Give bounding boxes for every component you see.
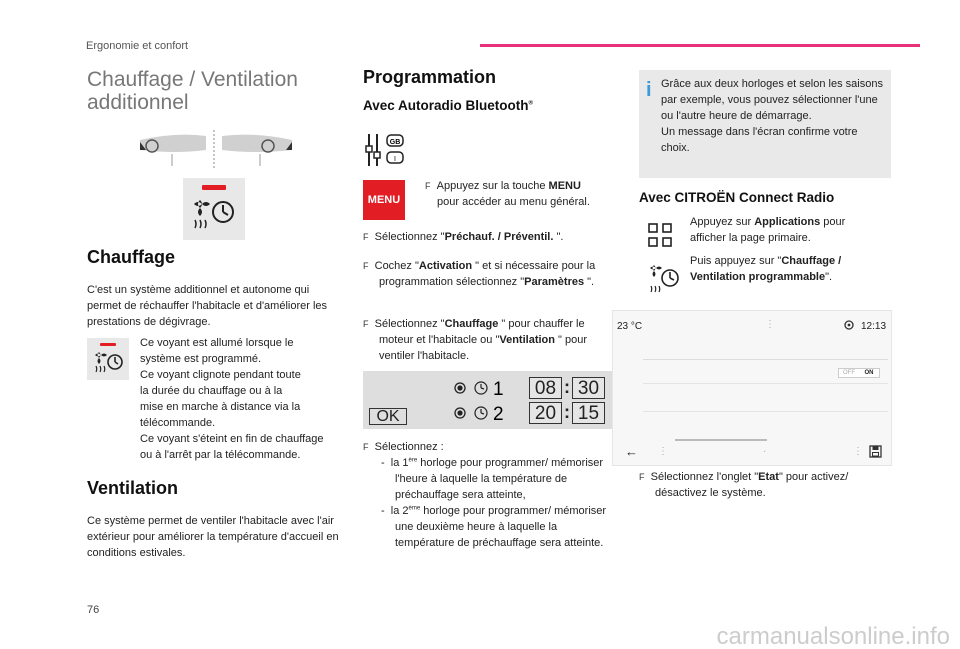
ventilation-heading: Ventilation: [87, 478, 179, 498]
info-note: [639, 70, 891, 178]
hour-2-field[interactable]: 20: [529, 402, 562, 424]
ventilation-description: Ce système permet de ventiler l'habitacle avec l'air extérieur pour améliorer la température d'accueil en conditions estivales.: [87, 515, 339, 559]
menu-button[interactable]: MENU: [363, 180, 405, 220]
step-select-prechauf: F Sélectionnez "Préchauf. / Préventil. ".: [363, 231, 564, 243]
indicator-panel: [183, 178, 245, 240]
page-number: 76: [87, 604, 100, 616]
screen-clock: 12:13: [861, 321, 887, 332]
step-chauffage-ventilation: F Sélectionnez "Chauffage " pour chauffer le moteur et l'habitacle ou "Ventilation " pour ventiler l'habitacle.: [363, 318, 588, 362]
chauffage-heading: Chauffage: [87, 247, 176, 267]
page-title: Chauffage / Ventilation additionnel: [87, 68, 298, 114]
save-icon[interactable]: [869, 445, 882, 458]
minute-1-field[interactable]: 30: [572, 377, 605, 399]
clock-display-panel: [363, 371, 615, 429]
step-select-clock: F Sélectionnez : - la 1ère horloge pour programmer/ mémoriser l'heure à laquelle la température de préchauffage sera atteinte, - la 2ème horloge pour programmer/ mémoriser une deuxième heure à laquelle la température de préchauffage sera atteinte.: [363, 441, 607, 549]
bluetooth-subheading: Avec Autoradio Bluetooth®: [363, 98, 533, 113]
rearview-mirror-illustration: [136, 128, 296, 170]
step-activation: F Cochez "Activation " et si nécessaire pour la programmation sélectionnez "Paramètres ".: [363, 260, 596, 288]
i-label: I: [394, 156, 396, 163]
connect-radio-heading: Avec CITROËN Connect Radio: [639, 190, 835, 205]
toggle-on: ON: [864, 370, 874, 376]
clock-1-number: 1: [493, 379, 504, 398]
clock-2-selector[interactable]: [451, 403, 511, 423]
screen-divider-4: ⋮: [853, 446, 863, 457]
radio-settings-icon: [364, 132, 406, 168]
back-arrow-icon[interactable]: ←: [625, 444, 638, 459]
programmation-heading: Programmation: [363, 67, 497, 87]
info-icon: i: [646, 79, 652, 101]
touchscreen-mockup: [612, 310, 892, 466]
watermark-url: carmanualsonline.info: [716, 623, 950, 649]
gb-label: GB: [389, 139, 401, 146]
toggle-off: OFF: [843, 370, 855, 376]
chauffage-description: C'est un système additionnel et autonome qui permet de réchauffer l'habitacle et d'améliorer les prestations de dégivrage.: [87, 284, 328, 328]
header-accent-bar: [480, 44, 920, 47]
heating-indicator-icon: [183, 178, 245, 240]
on-off-toggle[interactable]: [838, 368, 880, 378]
step-menu: F Appuyez sur la touche MENU pour accéder au menu général.: [425, 180, 590, 208]
active-tab-indicator: [675, 439, 767, 441]
applications-grid-icon[interactable]: [647, 222, 673, 248]
hour-1-field[interactable]: 08: [529, 377, 562, 399]
screen-line-2: [643, 383, 888, 384]
colon-1: :: [564, 377, 570, 397]
ok-button[interactable]: OK: [369, 408, 407, 425]
info-text: Grâce aux deux horloges et selon les saisons par exemple, vous pouvez sélectionner l'une ou l'autre heure de démarrage. Un message dans l'écran confirme votre choix.: [661, 78, 883, 154]
clock-2-number: 2: [493, 404, 504, 423]
colon-2: :: [564, 402, 570, 422]
settings-gear-icon[interactable]: [843, 319, 855, 331]
step-chauffage-programmable: Puis appuyez sur "Chauffage / Ventilation programmable".: [690, 255, 842, 283]
screen-divider-3: ·: [763, 446, 767, 457]
heating-ventilation-icon[interactable]: [643, 260, 683, 296]
clock-1-selector[interactable]: [451, 378, 511, 398]
indicator-small-panel: [87, 338, 129, 380]
heating-indicator-icon-small: [87, 338, 129, 380]
screen-line-3: [643, 411, 888, 412]
step-select-etat: F Sélectionnez l'onglet "Etat" pour activez/ désactivez le système.: [639, 471, 849, 499]
screen-divider-2: ⋮: [658, 446, 668, 457]
screen-divider-1: ⋮: [765, 319, 775, 330]
step-applications: Appuyez sur Applications pour afficher la page primaire.: [690, 216, 846, 244]
screen-line-1: [643, 359, 888, 360]
section-title: Ergonomie et confort: [86, 40, 189, 52]
indicator-description: Ce voyant est allumé lorsque le système est programmé. Ce voyant clignote pendant toute la durée du chauffage ou à la mise en marche à distance via la télécommande. Ce voyant s'éteint en fin de chauffage ou à l'arrêt par la télécommande.: [140, 337, 324, 461]
screen-temperature: 23 °C: [617, 321, 643, 332]
minute-2-field[interactable]: 15: [572, 402, 605, 424]
